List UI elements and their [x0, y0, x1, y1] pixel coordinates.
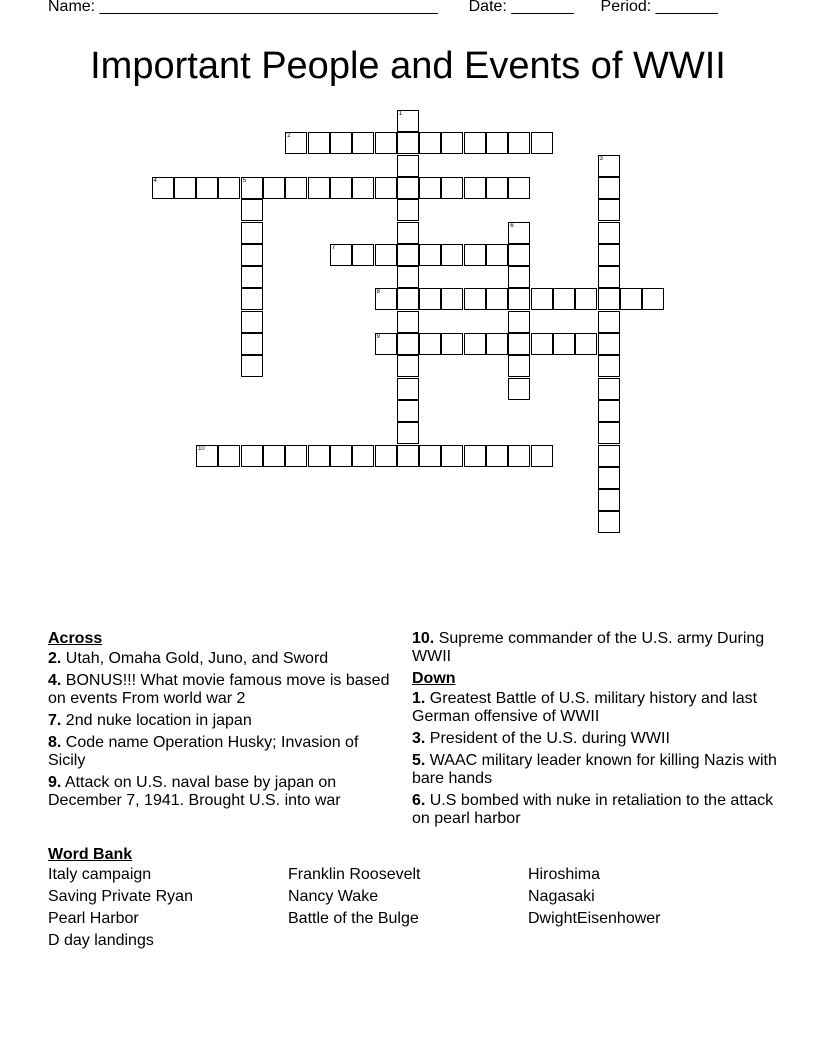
crossword-cell[interactable]	[285, 177, 307, 199]
crossword-cell[interactable]	[508, 177, 530, 199]
crossword-cell[interactable]	[598, 244, 620, 266]
clues-column-right	[412, 630, 782, 832]
word-bank-item: Italy campaign	[48, 866, 152, 883]
clue-down-6: 6. U.S bombed with nuke in retaliation to the attack on pearl harbor	[412, 792, 774, 827]
word-bank-item: DwightEisenhower	[528, 910, 661, 927]
crossword-cell[interactable]	[486, 288, 508, 310]
clue-number: 5	[242, 177, 247, 184]
period-field[interactable]: Period: _______	[600, 0, 718, 15]
crossword-cell[interactable]	[241, 333, 263, 355]
clue-across-4: 4. BONUS!!! What movie famous move is based on events From world war 2	[48, 672, 390, 707]
clue-across-7: 7. 2nd nuke location in japan	[48, 712, 252, 729]
crossword-cell[interactable]	[330, 177, 352, 199]
name-field[interactable]: Name: ______________________________________	[48, 0, 438, 15]
crossword-cell[interactable]	[419, 132, 441, 154]
crossword-cell[interactable]	[285, 132, 307, 154]
crossword-cell[interactable]	[419, 445, 441, 467]
clue-number: 2	[287, 133, 291, 140]
down-heading: Down	[412, 670, 456, 687]
crossword-cell[interactable]	[441, 132, 463, 154]
crossword-cell[interactable]	[352, 244, 374, 266]
crossword-cell[interactable]	[464, 132, 486, 154]
crossword-cell[interactable]	[598, 333, 620, 355]
clue-across-10: 10. Supreme commander of the U.S. army During WWII	[412, 630, 765, 665]
crossword-cell[interactable]	[486, 132, 508, 154]
word-bank-item: Battle of the Bulge	[288, 910, 419, 927]
crossword-cell[interactable]	[397, 199, 419, 221]
crossword-cell[interactable]	[508, 445, 530, 467]
crossword-cell[interactable]	[464, 288, 486, 310]
crossword-cell[interactable]	[464, 177, 486, 199]
clue-number: 7	[331, 244, 336, 251]
crossword-cell[interactable]	[352, 132, 374, 154]
crossword-cell[interactable]	[218, 177, 240, 199]
word-bank-item: D day landings	[48, 932, 154, 949]
crossword-cell[interactable]	[375, 445, 397, 467]
clue-number: 4	[153, 177, 157, 184]
crossword-cell[interactable]	[285, 445, 307, 467]
crossword-cell[interactable]	[308, 132, 330, 154]
crossword-cell[interactable]	[486, 244, 508, 266]
crossword-cell[interactable]	[508, 378, 530, 400]
crossword-cell[interactable]	[397, 155, 419, 177]
word-bank-item: Nancy Wake	[288, 888, 379, 905]
crossword-cell[interactable]	[598, 288, 620, 310]
clue-across-2: 2. Utah, Omaha Gold, Juno, and Sword	[48, 650, 329, 667]
crossword-cell[interactable]	[263, 445, 285, 467]
word-bank-item: Nagasaki	[528, 888, 595, 905]
crossword-cell[interactable]	[598, 511, 620, 533]
word-bank-item: Saving Private Ryan	[48, 888, 193, 905]
crossword-cell[interactable]	[598, 400, 620, 422]
crossword-cell[interactable]	[620, 288, 642, 310]
crossword-cell[interactable]	[508, 244, 530, 266]
crossword-cell[interactable]	[598, 266, 620, 288]
crossword-cell[interactable]	[397, 355, 419, 377]
crossword-cell[interactable]	[598, 355, 620, 377]
crossword-cell[interactable]	[464, 333, 486, 355]
clue-down-3: 3. President of the U.S. during WWII	[412, 730, 670, 747]
crossword-cell[interactable]	[642, 288, 664, 310]
crossword-cell[interactable]	[241, 222, 263, 244]
crossword-cell[interactable]	[508, 266, 530, 288]
crossword-cell[interactable]	[241, 445, 263, 467]
crossword-cell[interactable]	[486, 177, 508, 199]
crossword-cell[interactable]	[441, 177, 463, 199]
crossword-cell[interactable]	[241, 288, 263, 310]
crossword-cell[interactable]	[419, 177, 441, 199]
crossword-cell[interactable]	[330, 244, 352, 266]
crossword-cell[interactable]	[486, 333, 508, 355]
word-bank-item: Pearl Harbor	[48, 910, 139, 927]
crossword-cell[interactable]	[196, 445, 218, 467]
clue-across-9: 9. Attack on U.S. naval base by japan on December 7, 1941. Brought U.S. into war	[48, 774, 341, 809]
crossword-cell[interactable]	[598, 177, 620, 199]
clue-across-8: 8. Code name Operation Husky; Invasion of Sicily	[48, 734, 359, 769]
crossword-cell[interactable]	[330, 445, 352, 467]
crossword-cell[interactable]	[598, 155, 620, 177]
word-bank	[48, 846, 768, 950]
crossword-cell[interactable]	[196, 177, 218, 199]
crossword-cell[interactable]	[441, 445, 463, 467]
crossword-cell[interactable]	[218, 445, 240, 467]
crossword-cell[interactable]	[397, 177, 419, 199]
crossword-cell[interactable]	[464, 244, 486, 266]
crossword-cell[interactable]	[508, 132, 530, 154]
crossword-cell[interactable]	[553, 333, 575, 355]
crossword-cell[interactable]	[397, 333, 419, 355]
crossword-cell[interactable]	[575, 333, 597, 355]
crossword-cell[interactable]	[241, 177, 263, 199]
crossword-cell[interactable]	[352, 445, 374, 467]
crossword-cell[interactable]	[397, 422, 419, 444]
crossword-cell[interactable]	[575, 288, 597, 310]
across-heading: Across	[48, 630, 103, 647]
crossword-cell[interactable]	[308, 177, 330, 199]
crossword-cell[interactable]	[598, 489, 620, 511]
crossword-cell[interactable]	[397, 445, 419, 467]
clue-number: 3	[599, 155, 603, 162]
crossword-cell[interactable]	[508, 222, 530, 244]
clue-number: 10	[198, 445, 205, 452]
crossword-cell[interactable]	[397, 288, 419, 310]
clue-number: 9	[376, 334, 380, 340]
crossword-cell[interactable]	[241, 355, 263, 377]
clue-number: 8	[376, 289, 380, 296]
crossword-cell[interactable]	[464, 445, 486, 467]
clue-down-5: 5. WAAC military leader known for killing Nazis with bare hands	[412, 752, 777, 787]
crossword-cell[interactable]	[508, 333, 530, 355]
crossword-cell[interactable]	[241, 244, 263, 266]
clue-number: 1	[398, 111, 403, 117]
date-field[interactable]: Date: _______	[468, 0, 574, 15]
crossword-cell[interactable]	[598, 422, 620, 444]
crossword-cell[interactable]	[531, 132, 553, 154]
crossword-cell[interactable]	[531, 288, 553, 310]
crossword-cell[interactable]	[441, 333, 463, 355]
crossword-cell[interactable]	[397, 266, 419, 288]
clues-column-left	[48, 630, 393, 814]
crossword-cell[interactable]	[419, 333, 441, 355]
crossword-cell[interactable]	[375, 132, 397, 154]
crossword-cell[interactable]	[397, 378, 419, 400]
crossword-cell[interactable]	[241, 199, 263, 221]
crossword-cell[interactable]	[397, 311, 419, 333]
page-title: Important People and Events of WWII	[90, 45, 726, 87]
clue-down-1: 1. Greatest Battle of U.S. military history and last German offensive of WWII	[412, 690, 758, 725]
crossword-cell[interactable]	[531, 445, 553, 467]
word-bank-heading: Word Bank	[48, 846, 133, 863]
crossword-cell[interactable]	[375, 177, 397, 199]
crossword-cell[interactable]	[441, 244, 463, 266]
crossword-cell[interactable]	[553, 288, 575, 310]
crossword-cell[interactable]	[174, 177, 196, 199]
crossword-cell[interactable]	[397, 132, 419, 154]
crossword-cell[interactable]	[486, 445, 508, 467]
crossword-cell[interactable]	[352, 177, 374, 199]
crossword-cell[interactable]	[441, 288, 463, 310]
crossword-cell[interactable]	[263, 177, 285, 199]
crossword-cell[interactable]	[375, 333, 397, 355]
crossword-cell[interactable]	[375, 288, 397, 310]
crossword-cell[interactable]	[598, 222, 620, 244]
crossword-cell[interactable]	[508, 311, 530, 333]
crossword-cell[interactable]	[598, 199, 620, 221]
crossword-cell[interactable]	[598, 467, 620, 489]
crossword-cell[interactable]	[419, 244, 441, 266]
crossword-cell[interactable]	[531, 333, 553, 355]
crossword-cell[interactable]	[308, 445, 330, 467]
clue-number: 6	[510, 222, 514, 229]
crossword-cell[interactable]	[330, 132, 352, 154]
crossword-cell[interactable]	[598, 311, 620, 333]
word-bank-item: Hiroshima	[528, 866, 601, 883]
crossword-cell[interactable]	[375, 244, 397, 266]
crossword-cell[interactable]	[508, 355, 530, 377]
word-bank-item: Franklin Roosevelt	[288, 866, 421, 883]
crossword-cell[interactable]	[598, 445, 620, 467]
crossword-cell[interactable]	[419, 288, 441, 310]
crossword-cell[interactable]	[397, 110, 419, 132]
crossword-cell[interactable]	[241, 266, 263, 288]
crossword-cell[interactable]	[508, 288, 530, 310]
crossword-cell[interactable]	[598, 378, 620, 400]
crossword-cell[interactable]	[241, 311, 263, 333]
crossword-cell[interactable]	[397, 400, 419, 422]
crossword-cell[interactable]	[152, 177, 174, 199]
crossword-cell[interactable]	[397, 244, 419, 266]
crossword-cell[interactable]	[397, 222, 419, 244]
